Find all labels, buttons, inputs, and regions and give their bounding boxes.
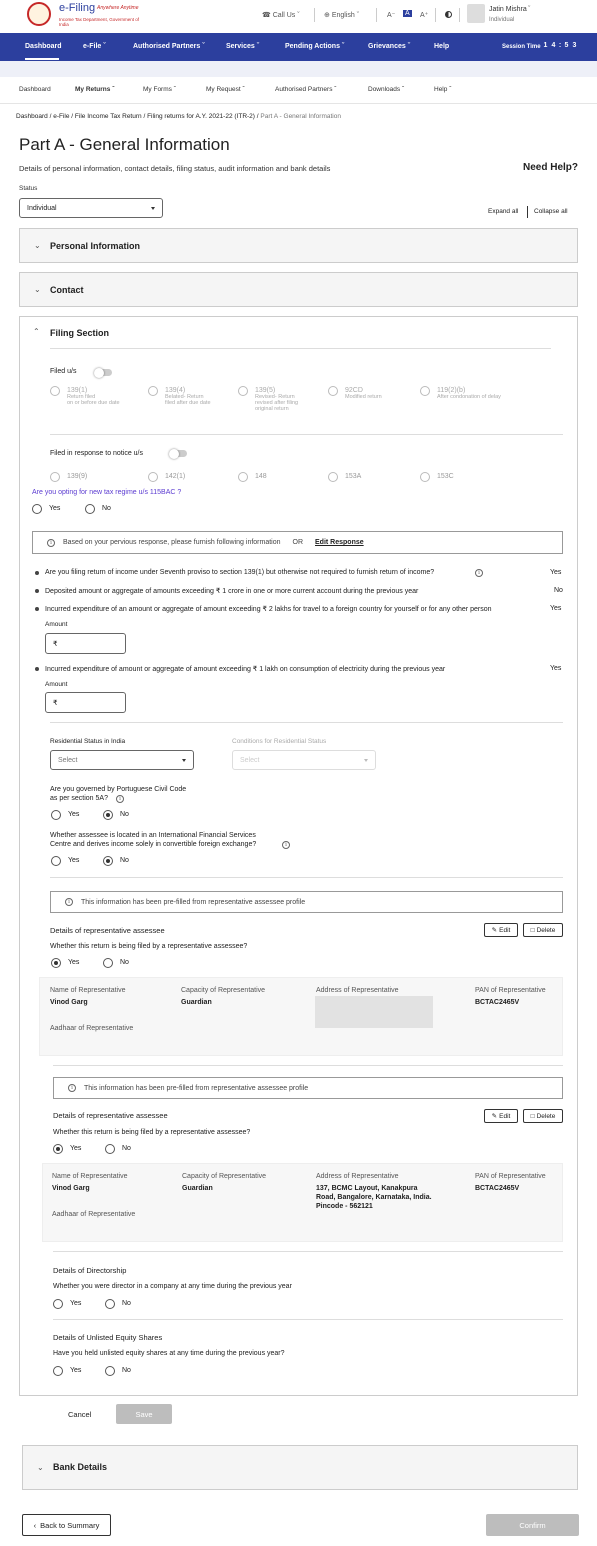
caret-down-icon xyxy=(182,759,186,762)
rep-pan-value: BCTAC2465V xyxy=(475,999,520,1006)
option-desc: filed after due date xyxy=(165,400,211,406)
status-value: Individual xyxy=(27,204,57,212)
radio-notice-153a[interactable] xyxy=(328,472,338,482)
bullet xyxy=(35,607,39,611)
option-desc: Belated- Return xyxy=(165,394,204,400)
phone-icon: ☎ xyxy=(262,12,271,19)
chevron-down-icon[interactable]: ˇ xyxy=(528,6,531,13)
director-yes-radio[interactable] xyxy=(53,1299,63,1309)
accordion-bank-details[interactable] xyxy=(22,1445,578,1490)
trash-icon: □ xyxy=(530,926,535,934)
previous-response-info xyxy=(32,531,563,554)
question-line: Centre and derives income solely in convertible foreign exchange? xyxy=(50,841,257,848)
unlisted-question: Have you held unlisted equity shares at any time during the previous year? xyxy=(53,1350,285,1357)
rep-address-value xyxy=(316,1184,432,1211)
session-digit: : xyxy=(558,42,562,49)
rep-aadhaar-label: Aadhaar of Representative xyxy=(52,1211,136,1218)
no-label: No xyxy=(120,811,129,818)
chevron-down-icon: ˇ xyxy=(356,12,360,19)
notice-label: Filed in response to notice u/s xyxy=(50,450,143,457)
ifsc-yes-radio[interactable] xyxy=(51,856,61,866)
contrast-icon[interactable] xyxy=(445,11,452,18)
rep-address-redacted xyxy=(315,996,433,1028)
prefilled-info xyxy=(53,1077,563,1099)
no-label: No xyxy=(102,505,111,512)
session-timer xyxy=(542,42,578,49)
rupee-symbol: ₹ xyxy=(53,699,58,707)
rep-delete-button[interactable] xyxy=(523,923,563,937)
nav-help[interactable]: Help xyxy=(434,43,450,50)
option-label: 142(1) xyxy=(165,473,186,480)
subnav-my-request-label: My Request xyxy=(206,86,241,93)
option-desc: original return xyxy=(255,406,289,412)
yes-label: Yes xyxy=(68,811,80,818)
rep-pan-label: PAN of Representative xyxy=(475,1173,546,1180)
edit-response-link[interactable]: Edit Response xyxy=(315,539,364,546)
chevron-down-icon: ˇ xyxy=(334,86,337,93)
rep-section-title: Details of representative assessee xyxy=(53,1111,168,1120)
chevron-up-icon[interactable]: ⌃ xyxy=(33,327,40,336)
rep-capacity-value: Guardian xyxy=(182,1185,213,1192)
rep-edit-button[interactable] xyxy=(484,923,518,937)
nav-grievances-label: Grievances xyxy=(368,43,406,50)
session-digit: 3 xyxy=(572,42,577,49)
font-increase-button[interactable]: A⁺ xyxy=(420,12,429,19)
bullet xyxy=(35,667,39,671)
chevron-down-icon: ⌄ xyxy=(34,241,41,250)
no-label: No xyxy=(122,1300,131,1307)
radio-notice-142-1[interactable] xyxy=(148,472,158,482)
no-label: No xyxy=(120,959,129,966)
option-label: 153A xyxy=(345,473,362,480)
chevron-down-icon: ˇ xyxy=(401,86,405,93)
option-desc: Return filed xyxy=(67,394,96,400)
breadcrumb-current: Part A - General Information xyxy=(260,113,341,120)
subnav-help-label: Help xyxy=(434,86,448,93)
accordion-title: Bank Details xyxy=(53,1462,108,1472)
back-to-summary-button[interactable] xyxy=(22,1514,111,1536)
user-role: Individual xyxy=(489,17,515,23)
question-answer: Yes xyxy=(550,569,562,576)
option-label: 148 xyxy=(255,473,267,480)
rep-capacity-label: Capacity of Representative xyxy=(182,1173,267,1180)
logo-dept: Income Tax Department, Government of India xyxy=(59,17,139,27)
option-desc: Revised- Return xyxy=(255,394,295,400)
address-line: 137, BCMC Layout, Kanakpura xyxy=(316,1185,418,1192)
info-icon[interactable]: i xyxy=(475,569,483,577)
question-text: Deposited amount or aggregate of amounts exceeding ₹ 1 crore in one or more current account during the previous year xyxy=(45,588,419,595)
option-code: 139(1) xyxy=(67,387,88,394)
question-text: Incurred expenditure of amount or aggregate of amount exceeding ₹ 1 lakh on consumption of electricity during the previous year xyxy=(45,666,446,673)
user-name[interactable]: Jatin Mishra xyxy=(489,6,527,13)
rep-capacity-value: Guardian xyxy=(181,999,212,1006)
info-icon: i xyxy=(68,1084,76,1092)
info-icon: i xyxy=(47,539,55,547)
question-text: Incurred expenditure of an amount or aggregate of amount exceeding ₹ 2 lakhs for travel to a foreign country for yourself or for any other person xyxy=(45,606,492,613)
chevron-down-icon: ˇ xyxy=(173,86,176,93)
radio-139-4[interactable] xyxy=(148,386,158,396)
address-line: Road, Bangalore, Karnataka, India. xyxy=(316,1194,432,1201)
option-desc: on or before due date xyxy=(67,400,120,406)
delete-label: Delete xyxy=(536,1112,556,1120)
prefilled-text: This information has been pre-filled from representative assessee profile xyxy=(84,1084,309,1092)
radio-92cd[interactable] xyxy=(328,386,338,396)
session-digit: 1 xyxy=(543,42,548,49)
prefilled-info xyxy=(50,891,563,913)
breadcrumb-item[interactable]: Filing returns for A.Y. 2021-22 (ITR-2) xyxy=(147,113,255,120)
option-code: 139(4) xyxy=(165,387,186,394)
directorship-title: Details of Directorship xyxy=(53,1266,127,1275)
option-desc: Modified return xyxy=(345,394,382,400)
rep-question: Whether this return is being filed by a representative assessee? xyxy=(50,943,248,950)
option-code: 139(5) xyxy=(255,387,276,394)
rep-section-title: Details of representative assessee xyxy=(50,926,165,935)
accordion-contact[interactable] xyxy=(19,272,578,307)
option-desc: revised after filing xyxy=(255,400,299,406)
portuguese-no-radio[interactable] xyxy=(103,810,113,820)
select-placeholder: Select xyxy=(240,756,260,764)
no-label: No xyxy=(122,1367,131,1374)
no-label: No xyxy=(122,1145,131,1152)
chevron-down-icon: ˇ xyxy=(202,43,205,50)
no-label: No xyxy=(120,857,129,864)
unlisted-no-radio[interactable] xyxy=(105,1366,115,1376)
rep-name-label: Name of Representative xyxy=(50,987,126,994)
expand-all-button[interactable]: Expand all xyxy=(488,208,519,215)
info-icon[interactable]: i xyxy=(116,795,124,803)
subnav-authorised-partners-label: Authorised Partners xyxy=(275,86,333,93)
address-line: Pincode - 562121 xyxy=(316,1203,373,1210)
edit-label: Edit xyxy=(499,926,511,934)
chevron-down-icon: ˇ xyxy=(256,43,260,50)
chevron-down-icon: ˇ xyxy=(297,12,300,19)
notice-toggle[interactable] xyxy=(171,450,187,457)
select-placeholder: Select xyxy=(58,756,78,764)
logo-title: e-Filing xyxy=(59,2,96,14)
accordion-title[interactable]: Filing Section xyxy=(50,328,110,338)
rep-yes-radio[interactable] xyxy=(51,958,61,968)
filed-us-label: Filed u/s xyxy=(50,368,77,375)
portuguese-yes-radio[interactable] xyxy=(51,810,61,820)
subnav-downloads[interactable] xyxy=(368,86,404,93)
edit-label: Edit xyxy=(499,1112,511,1120)
radio-notice-153c[interactable] xyxy=(420,472,430,482)
bullet xyxy=(35,571,39,575)
breadcrumb: Dashboard / e-File / File Income Tax Return / Filing returns for A.Y. 2021-22 (ITR-2) / Part A - General Information xyxy=(16,113,341,120)
nav-efile[interactable] xyxy=(83,43,106,50)
question-line: Are you governed by Portuguese Civil Code xyxy=(50,786,187,793)
nav-pending-actions[interactable] xyxy=(285,43,344,50)
yes-label: Yes xyxy=(70,1300,82,1307)
chevron-down-icon: ⌄ xyxy=(34,285,41,294)
question-answer: Yes xyxy=(550,665,562,672)
yes-label: Yes xyxy=(70,1145,82,1152)
subnav-my-forms[interactable] xyxy=(143,86,176,93)
delete-label: Delete xyxy=(536,926,556,934)
rupee-symbol: ₹ xyxy=(53,640,58,648)
rep-yes-radio[interactable] xyxy=(53,1144,63,1154)
collapse-all-button[interactable]: Collapse all xyxy=(534,208,568,215)
rep-address-label: Address of Representative xyxy=(316,1173,399,1180)
rep-aadhaar-label: Aadhaar of Representative xyxy=(50,1025,134,1032)
unlisted-title: Details of Unlisted Equity Shares xyxy=(53,1333,163,1342)
avatar[interactable] xyxy=(467,4,485,23)
logo[interactable] xyxy=(27,2,145,26)
subnav-downloads-label: Downloads xyxy=(368,86,401,93)
rep-no-radio[interactable] xyxy=(105,1144,115,1154)
option-code: 119(2)(b) xyxy=(437,387,466,394)
residential-status-label: Residential Status in India xyxy=(50,738,126,745)
nav-efile-label: e-File xyxy=(83,43,102,50)
chevron-down-icon: ˇ xyxy=(103,43,106,50)
amount-label: Amount xyxy=(45,681,68,688)
info-icon[interactable]: i xyxy=(282,841,290,849)
travel-amount-input[interactable] xyxy=(45,633,126,654)
save-button[interactable]: Save xyxy=(116,1404,172,1424)
nav-active-underline xyxy=(25,58,59,60)
call-us-label: Call Us xyxy=(272,12,296,19)
option-code: 92CD xyxy=(345,387,363,394)
subnav-my-returns-label: My Returns xyxy=(75,86,111,93)
chevron-down-icon: ˇ xyxy=(407,43,411,50)
accordion-title: Contact xyxy=(50,285,84,295)
radio-119-2-b[interactable] xyxy=(420,386,430,396)
call-us-link[interactable] xyxy=(262,11,300,19)
regime-yes-radio[interactable] xyxy=(32,504,42,514)
radio-139-1[interactable] xyxy=(50,386,60,396)
rep-pan-value: BCTAC2465V xyxy=(475,1185,520,1192)
director-no-radio[interactable] xyxy=(105,1299,115,1309)
rep-name-value: Vinod Garg xyxy=(52,1185,90,1192)
breadcrumb-item[interactable]: e-File xyxy=(53,113,70,120)
confirm-button[interactable]: Confirm xyxy=(486,1514,579,1536)
new-regime-question: Are you opting for new tax regime u/s 115BAC ? xyxy=(32,489,182,496)
subnav-authorised-partners[interactable] xyxy=(275,86,336,93)
nav-pending-actions-label: Pending Actions xyxy=(285,43,340,50)
emblem-icon xyxy=(27,2,51,26)
session-digit: 4 xyxy=(551,42,556,49)
pencil-icon: ✎ xyxy=(491,927,498,934)
radio-notice-139-9[interactable] xyxy=(50,472,60,482)
amount-label: Amount xyxy=(45,621,68,628)
question-answer: No xyxy=(554,587,563,594)
page-subtitle: Details of personal information, contact details, filing status, audit information and bank details xyxy=(19,164,331,173)
bullet xyxy=(35,589,39,593)
rep-edit-button[interactable] xyxy=(484,1109,518,1123)
chevron-down-icon: ˇ xyxy=(112,86,115,93)
pencil-icon: ✎ xyxy=(491,1113,498,1120)
cancel-button[interactable]: Cancel xyxy=(68,1410,92,1419)
question-answer: Yes xyxy=(550,605,562,612)
language-select[interactable] xyxy=(324,11,359,19)
option-label: 139(9) xyxy=(67,473,88,480)
back-label: Back to Summary xyxy=(40,1520,100,1530)
question-line: as per section 5A? xyxy=(50,795,108,802)
breadcrumb-item[interactable]: File Income Tax Return xyxy=(74,113,142,120)
rep-address-label: Address of Representative xyxy=(316,987,399,994)
language-value: English xyxy=(331,12,355,19)
directorship-question: Whether you were director in a company at any time during the previous year xyxy=(53,1283,292,1290)
yes-label: Yes xyxy=(68,857,80,864)
session-time-label: Session Time xyxy=(502,44,541,50)
page-title: Part A - General Information xyxy=(19,135,230,154)
trash-icon: □ xyxy=(530,1112,535,1120)
conditions-label: Conditions for Residential Status xyxy=(232,738,327,745)
globe-icon: ⊕ xyxy=(324,12,330,19)
status-label: Status xyxy=(19,185,38,192)
chevron-down-icon: ˇ xyxy=(341,43,345,50)
yes-label: Yes xyxy=(68,959,80,966)
breadcrumb-item[interactable]: Dashboard xyxy=(16,113,48,120)
accordion-title: Personal Information xyxy=(50,241,141,251)
info-text: Based on your pervious response, please furnish following information xyxy=(63,539,281,546)
option-label: 153C xyxy=(437,473,454,480)
subnav-my-returns[interactable] xyxy=(75,86,114,93)
prefilled-text: This information has been pre-filled from representative assessee profile xyxy=(81,898,306,906)
chevron-down-icon: ⌄ xyxy=(37,1463,44,1472)
nav-authorised-partners[interactable] xyxy=(133,43,205,50)
nav-services-label: Services xyxy=(226,43,255,50)
rep-name-label: Name of Representative xyxy=(52,1173,128,1180)
info-icon: i xyxy=(65,898,73,906)
ifsc-question xyxy=(50,831,256,849)
chevron-left-icon: ‹ xyxy=(33,1520,37,1530)
yes-label: Yes xyxy=(49,505,61,512)
chevron-down-icon: ˇ xyxy=(449,86,452,93)
session-digit: 5 xyxy=(564,42,569,49)
radio-notice-148[interactable] xyxy=(238,472,248,482)
caret-down-icon xyxy=(151,207,155,210)
regime-no-radio[interactable] xyxy=(85,504,95,514)
electricity-amount-input[interactable] xyxy=(45,692,126,713)
chevron-down-icon: ˇ xyxy=(242,86,245,93)
subnav-dashboard[interactable]: Dashboard xyxy=(19,86,51,93)
accordion-personal-info[interactable] xyxy=(19,228,578,263)
rep-delete-button[interactable] xyxy=(523,1109,563,1123)
nav-authorised-partners-label: Authorised Partners xyxy=(133,43,201,50)
caret-down-icon xyxy=(364,759,368,762)
option-desc: After condonation of delay xyxy=(437,394,501,400)
question-line: Whether assessee is located in an International Financial Services xyxy=(50,832,256,839)
residential-status-select[interactable] xyxy=(50,750,194,770)
font-normal-button[interactable]: A xyxy=(405,10,410,17)
filed-us-toggle[interactable] xyxy=(96,369,112,376)
logo-tagline: Anywhere Anytime xyxy=(97,5,139,11)
need-help-link[interactable]: Need Help? xyxy=(523,162,579,173)
radio-139-5[interactable] xyxy=(238,386,248,396)
rep-capacity-label: Capacity of Representative xyxy=(181,987,266,994)
subnav-my-request[interactable] xyxy=(206,86,245,93)
rep-pan-label: PAN of Representative xyxy=(475,987,546,994)
subnav-help[interactable] xyxy=(434,86,451,93)
yes-label: Yes xyxy=(70,1367,82,1374)
rep-name-value: Vinod Garg xyxy=(50,999,88,1006)
rep-no-radio[interactable] xyxy=(103,958,113,968)
nav-dashboard[interactable]: Dashboard xyxy=(25,43,62,50)
unlisted-yes-radio[interactable] xyxy=(53,1366,63,1376)
subnav-my-forms-label: My Forms xyxy=(143,86,172,93)
status-select[interactable] xyxy=(19,198,163,218)
rep-question: Whether this return is being filed by a representative assessee? xyxy=(53,1129,251,1136)
nav-grievances[interactable] xyxy=(368,43,410,50)
conditions-select[interactable] xyxy=(232,750,376,770)
font-decrease-button[interactable]: A⁻ xyxy=(387,12,396,19)
nav-services[interactable] xyxy=(226,43,259,50)
ifsc-no-radio[interactable] xyxy=(103,856,113,866)
question-text: Are you filing return of income under Seventh proviso to section 139(1) but otherwise not required to furnish return of income? xyxy=(45,569,435,576)
or-text: OR xyxy=(292,539,304,546)
